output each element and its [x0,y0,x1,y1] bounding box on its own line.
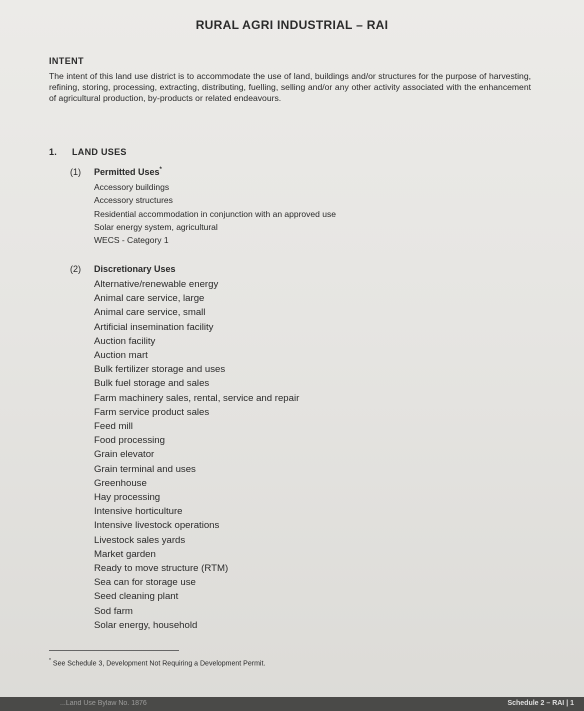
section-number: 1. [49,147,58,157]
land-uses-heading [49,147,127,157]
permitted-uses-heading [70,167,162,177]
footnote [49,658,265,667]
list-item: Food processing [94,435,165,447]
footer-page-label: Schedule 2 – RAI | 1 [507,700,574,707]
footnote-text: See Schedule 3, Development Not Requiring a Development Permit. [52,660,266,668]
list-item: Grain elevator [94,449,155,461]
list-item: Seed cleaning plant [94,591,179,603]
list-item: Animal care service, small [94,307,206,319]
footnote-mark: * [49,658,51,664]
list-item: Solar energy system, agricultural [94,221,218,232]
list-item: Market garden [94,548,156,560]
document-title: RURAL AGRI INDUSTRIAL – RAI [195,18,389,32]
list-item: Auction mart [94,350,148,362]
list-item: Residential accommodation in conjunction with an approved use [94,208,336,219]
list-item: Livestock sales yards [94,534,186,546]
list-item: Hay processing [94,492,161,504]
list-item: Animal care service, large [94,293,205,305]
list-item: Accessory structures [94,195,173,206]
list-item: Greenhouse [94,477,147,489]
discretionary-uses-heading [70,264,176,274]
list-item: Bulk fertilizer storage and uses [94,364,226,376]
list-item: Grain terminal and uses [94,463,196,475]
list-item: WECS - Category 1 [94,235,169,246]
list-item: Solar energy, household [94,619,198,631]
intent-paragraph: The intent of this land use district is to accommodate the use of land, buildings and/or structures for the purpose of harvesting, refining, storing, processing, extracting, distributing, fuelling, selling and/or any other activity associated with the enhancement of agricultural production, by-products or related endeavours. [49,71,531,103]
list-item: Artificial insemination facility [94,321,214,333]
list-item: Bulk fuel storage and sales [94,378,210,390]
list-item: Sea can for storage use [94,577,196,589]
list-item: Feed mill [94,421,133,433]
discretionary-uses-list [94,278,299,633]
footnote-divider [49,650,179,651]
permitted-uses-list [94,181,336,247]
list-item: Alternative/renewable energy [94,279,219,290]
page-footer [0,697,584,711]
list-item: Farm service product sales [94,406,210,418]
list-item: Sod farm [94,605,133,617]
subsection-number: (1) [70,167,81,177]
subsection-title: Permitted Uses [94,167,160,177]
list-item: Accessory buildings [94,182,170,192]
intent-heading: INTENT [49,56,84,66]
list-item: Auction facility [94,335,156,347]
section-title: LAND USES [72,147,127,157]
list-item: Farm machinery sales, rental, service and repair [94,392,300,404]
subsection-title: Discretionary Uses [94,264,176,274]
footer-bylaw-text: ...Land Use Bylaw No. 1876 [60,700,147,707]
subsection-number: (2) [70,264,81,274]
list-item: Ready to move structure (RTM) [94,563,229,575]
list-item: Intensive horticulture [94,506,183,518]
list-item: Intensive livestock operations [94,520,220,532]
footnote-marker: * [159,167,162,173]
